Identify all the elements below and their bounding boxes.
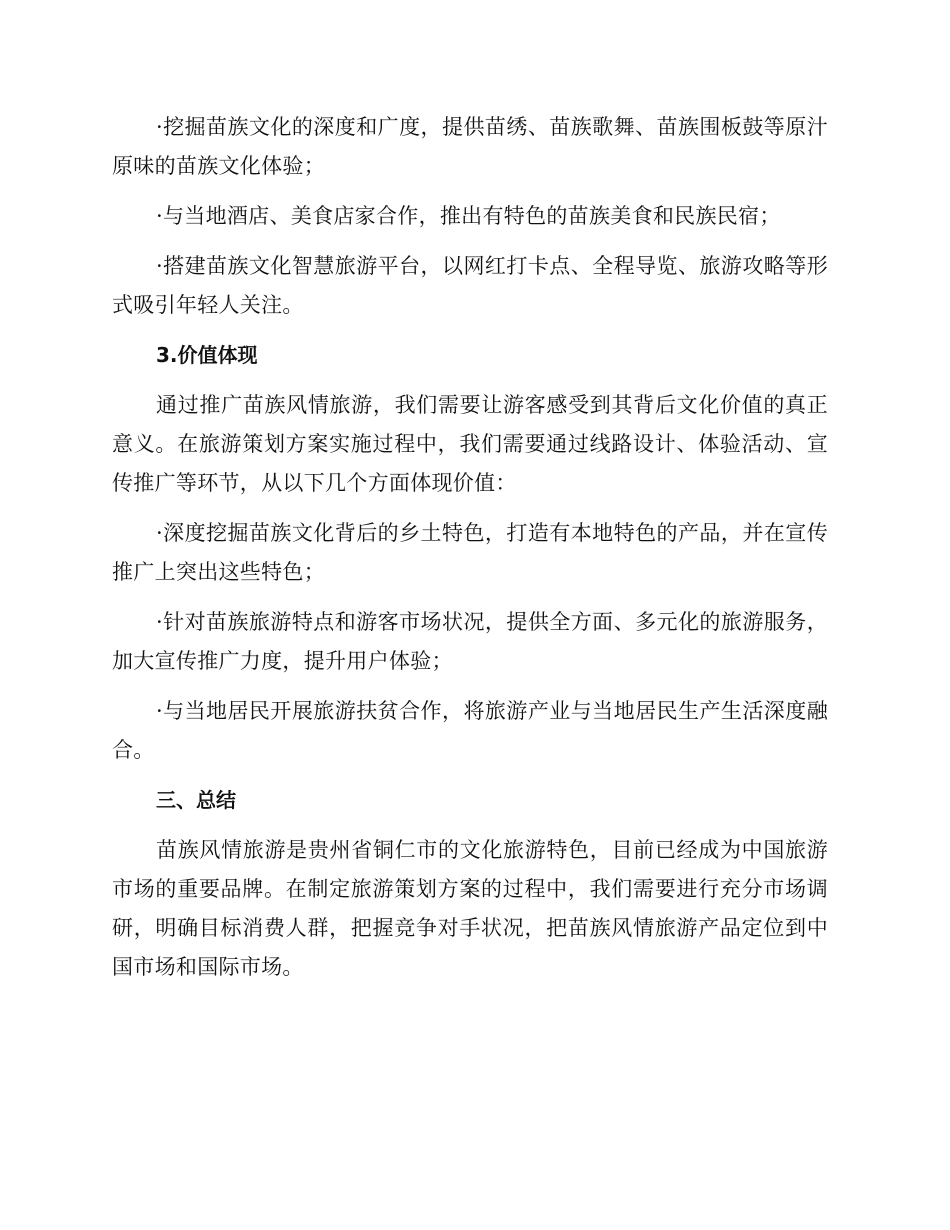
- bullet-paragraph: ·挖掘苗族文化的深度和广度，提供苗绣、苗族歌舞、苗族围板鼓等原汁原味的苗族文化体验；: [112, 115, 828, 178]
- body-paragraph: 苗族风情旅游是贵州省铜仁市的文化旅游特色，目前已经成为中国旅游市场的重要品牌。在制定旅游策划方案的过程中，我们需要进行充分市场调研，明确目标消费人群，把握竞争对手状况，把苗族风情旅游产品定位到中国市场和国际市场。: [112, 838, 828, 979]
- document-page: [112, 108, 828, 998]
- section-heading: 三、总结: [156, 788, 236, 812]
- bullet-paragraph: ·针对苗族旅游特点和游客市场状况，提供全方面、多元化的旅游服务，加大宣传推广力度，提升用户体验；: [112, 610, 828, 673]
- bullet-paragraph: ·深度挖掘苗族文化背后的乡土特色，打造有本地特色的产品，并在宣传推广上突出这些特色；: [112, 521, 828, 584]
- section-heading: 3.价值体现: [156, 343, 258, 367]
- bullet-paragraph: ·与当地酒店、美食店家合作，推出有特色的苗族美食和民族民宿；: [156, 204, 781, 228]
- body-paragraph: 通过推广苗族风情旅游，我们需要让游客感受到其背后文化价值的真正意义。在旅游策划方案实施过程中，我们需要通过线路设计、体验活动、宣传推广等环节，从以下几个方面体现价值：: [112, 393, 828, 495]
- bullet-paragraph: ·与当地居民开展旅游扶贫合作，将旅游产业与当地居民生产生活深度融合。: [112, 699, 828, 762]
- bullet-paragraph: ·搭建苗族文化智慧旅游平台，以网红打卡点、全程导览、旅游攻略等形式吸引年轻人关注。: [112, 254, 828, 317]
